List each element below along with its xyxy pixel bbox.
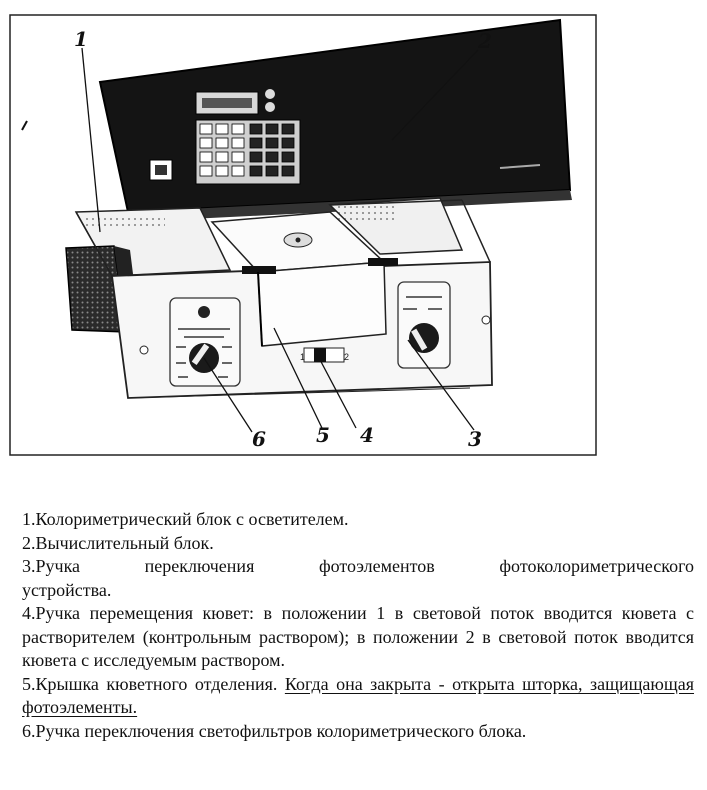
legend-item-3-word: 3.Ручка	[22, 556, 81, 576]
cuvette-switch	[300, 348, 349, 362]
callout-6: 6	[252, 427, 266, 451]
legend-item-5-underlined: Когда она закрыта - открыта шторка, защищающая фотоэлементы.	[22, 673, 695, 717]
legend-item-5-text: 5.Крышка кюветного отделения.	[22, 673, 278, 694]
legend-item-2: 2.Вычислительный блок.	[22, 532, 214, 553]
callout-1: 1	[74, 27, 88, 51]
legend-item-3-word: фотоколориметрического	[499, 556, 694, 576]
callout-5: 5	[316, 423, 330, 447]
legend-item-3-continuation: устройства.	[22, 579, 112, 600]
legend-item-5	[22, 673, 694, 720]
legend	[22, 508, 694, 743]
callout-3: 3	[468, 427, 482, 451]
callout-2: 2	[478, 29, 492, 53]
switch-position-2: 2	[344, 352, 350, 362]
legend-item-3-word: переключения	[144, 556, 255, 576]
legend-item-3-word: фотоэлементов	[318, 556, 435, 576]
legend-item-3	[22, 555, 694, 579]
legend-item-4: 4.Ручка перемещения кювет: в положении 1 в световой поток вводится кювета с растворителем (контрольным раствором); в положении 2 в световой поток вводится кювета с исследуемым раствором.	[22, 603, 694, 670]
legend-item-6: 6.Ручка переключения светофильтров колориметрического блока.	[22, 720, 527, 741]
legend-item-1: 1.Колориметрический блок с осветителем.	[22, 509, 349, 529]
switch-position-1: 1	[300, 352, 306, 362]
callout-4: 4	[360, 423, 374, 447]
